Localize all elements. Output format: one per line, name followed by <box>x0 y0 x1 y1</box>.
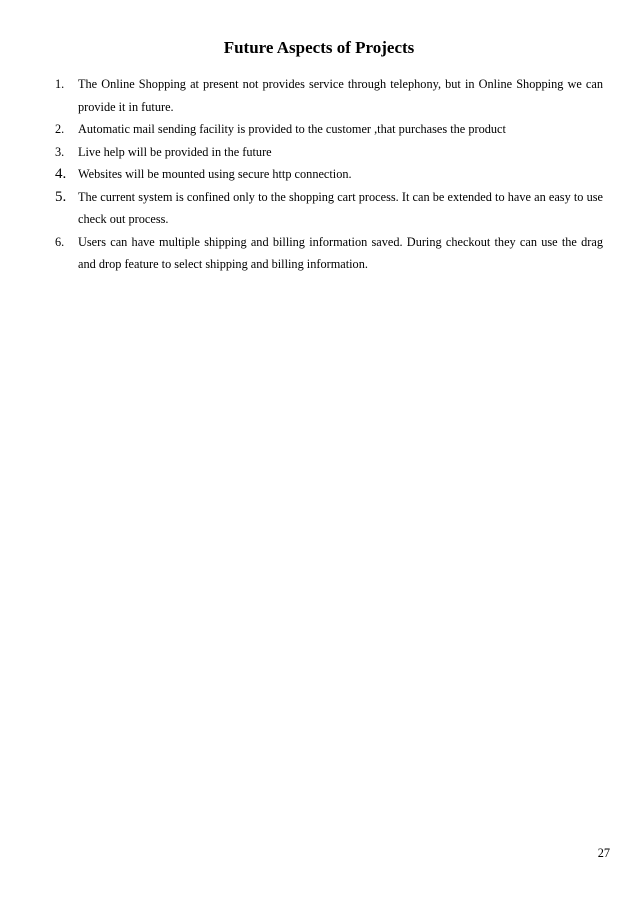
list-item-text: The current system is confined only to the shopping cart process. It can be extended to have an easy to use check out process. <box>78 189 603 226</box>
list-item-text: Users can have multiple shipping and billing information saved. During checkout they can use the drag and drop feature to select shipping and billing information. <box>78 234 603 271</box>
list-item <box>55 163 603 186</box>
list-item-text: The Online Shopping at present not provides service through telephony, but in Online Shopping we can provide it in future. <box>78 77 603 114</box>
list-item-text: Live help will be provided in the future <box>78 144 272 159</box>
future-aspects-list <box>55 73 603 276</box>
list-item-number: 3. <box>55 144 65 159</box>
list-item-number: 6. <box>55 234 65 249</box>
list-item-number: 4. <box>55 166 67 182</box>
list-item-number: 1. <box>55 77 65 91</box>
page-number: 27 <box>597 846 610 860</box>
page-title: Future Aspects of Projects <box>223 38 415 57</box>
list-item <box>55 118 603 141</box>
list-item <box>55 231 603 276</box>
list-item-number: 5. <box>55 188 67 205</box>
list-item-text: Automatic mail sending facility is provided to the customer ,that purchases the product <box>78 122 506 136</box>
list-item <box>55 141 603 164</box>
list-item-text: Websites will be mounted using secure http connection. <box>78 167 352 181</box>
list-item <box>55 186 603 231</box>
list-item <box>55 73 603 118</box>
list-item-number: 2. <box>55 122 65 136</box>
